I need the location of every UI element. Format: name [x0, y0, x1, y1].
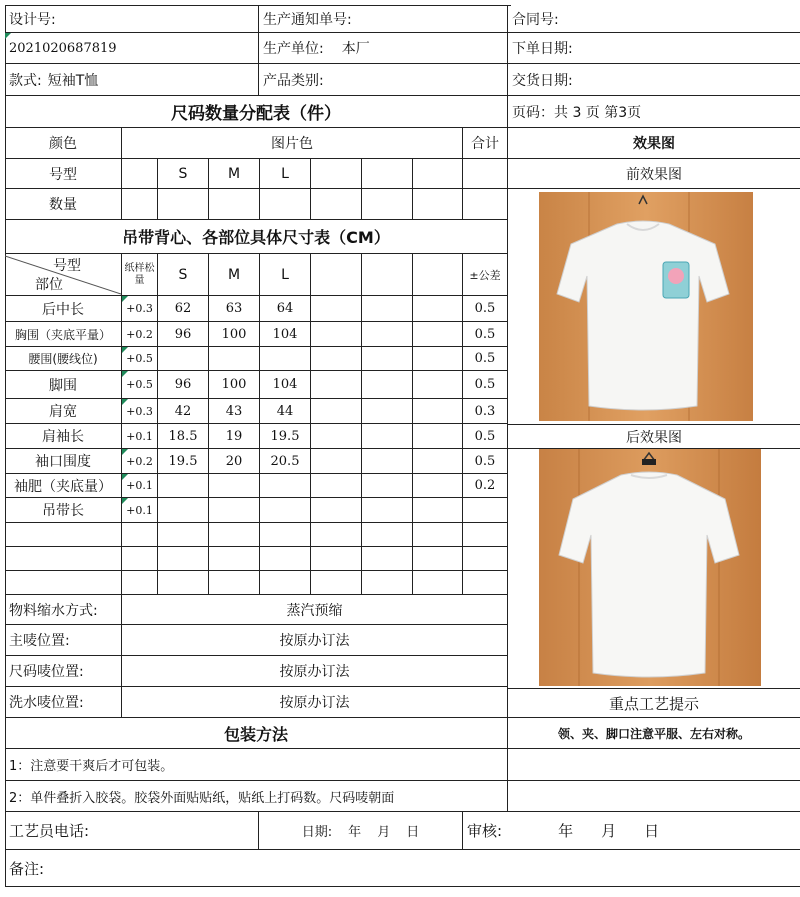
meas-row-m: 43 [209, 399, 260, 424]
meas-row-m: 100 [209, 322, 260, 347]
front-photo-cell [508, 189, 800, 425]
key-process-text: 领、夹、脚口注意平服、左右对称。 [508, 718, 800, 749]
technician-phone-label: 工艺员电话: [5, 812, 259, 850]
meas-size-empty [413, 254, 463, 296]
alloc-size-blank [122, 159, 158, 189]
meas-row-m [209, 347, 260, 371]
total-label: 合计 [463, 128, 508, 159]
meas-size-empty [362, 254, 413, 296]
color-value: 图片色 [122, 128, 463, 159]
meas-row-shrink: +0.2 [122, 322, 158, 347]
meas-row-s: 19.5 [158, 449, 209, 474]
meas-row-name: 袖口围度 [5, 449, 122, 474]
empty-cell [260, 571, 311, 595]
production-unit-label: 生产单位: [263, 41, 324, 57]
measurement-title: 吊带背心、各部位具体尺寸表（CM） [5, 220, 508, 254]
meas-row-empty [413, 449, 463, 474]
meas-row-l: 19.5 [260, 424, 311, 449]
alloc-size-total [463, 159, 508, 189]
size-label-pos-label: 尺码唛位置: [5, 656, 122, 687]
meas-row-name: 肩袖长 [5, 424, 122, 449]
empty-cell [158, 571, 209, 595]
meas-row-l [260, 474, 311, 498]
meas-row-m: 19 [209, 424, 260, 449]
review-month: 月 [601, 822, 617, 840]
qty-cell [122, 189, 158, 220]
size-label-pos-value: 按原办订法 [122, 656, 508, 687]
back-tshirt-image [539, 449, 761, 686]
effect-title: 效果图 [508, 128, 800, 159]
meas-size-empty [311, 254, 362, 296]
empty-cell [209, 547, 260, 571]
meas-row-name: 胸围（夹底平量） [5, 322, 122, 347]
style-label: 款式: [9, 72, 42, 89]
meas-size-m: M [209, 254, 260, 296]
meas-row-empty [362, 424, 413, 449]
meas-row-empty [362, 371, 413, 399]
review-day: 日 [644, 822, 660, 840]
design-no-label: 设计号: [5, 5, 259, 33]
qty-cell [311, 189, 362, 220]
packing-line-1: 1：注意要干爽后才可包装。 [5, 749, 508, 781]
meas-row-empty [362, 296, 413, 322]
meas-row-tol: 0.2 [463, 474, 508, 498]
packing-title: 包装方法 [5, 718, 508, 749]
date-day: 日 [406, 825, 420, 840]
qty-cell [209, 189, 260, 220]
meas-row-empty [413, 474, 463, 498]
empty-cell [122, 523, 158, 547]
back-photo-cell [508, 449, 800, 689]
qty-cell [260, 189, 311, 220]
shrink-method-label: 物料缩水方式: [5, 595, 122, 625]
empty-cell [260, 547, 311, 571]
empty-cell [122, 571, 158, 595]
meas-row-empty [311, 474, 362, 498]
review-label: 审核: [467, 822, 503, 840]
meas-row-empty [413, 371, 463, 399]
empty-cell [508, 781, 800, 812]
meas-row-s [158, 347, 209, 371]
meas-row-shrink: +0.2 [122, 449, 158, 474]
date-year: 年 [348, 825, 362, 840]
back-effect-title: 后效果图 [508, 425, 800, 449]
meas-row-l [260, 498, 311, 523]
style-value: 短袖T恤 [47, 72, 99, 89]
diag-bottom-label: 部位 [35, 277, 63, 293]
meas-row-l: 44 [260, 399, 311, 424]
meas-row-empty [311, 424, 362, 449]
meas-row-empty [311, 371, 362, 399]
contract-no-label: 合同号: [508, 5, 800, 33]
meas-row-m [209, 498, 260, 523]
meas-row-name: 腰围(腰线位) [5, 347, 122, 371]
meas-row-tol: 0.5 [463, 424, 508, 449]
empty-cell [209, 571, 260, 595]
date-month: 月 [377, 825, 391, 840]
color-label: 颜色 [5, 128, 122, 159]
packing-line-2: 2：单件叠折入胶袋。胶袋外面贴贴纸，贴纸上打码数。尺码唛朝面 [5, 781, 508, 812]
empty-cell [463, 547, 508, 571]
empty-cell [122, 547, 158, 571]
meas-row-shrink: +0.3 [122, 296, 158, 322]
empty-cell [463, 571, 508, 595]
review-year: 年 [558, 822, 574, 840]
meas-row-name: 后中长 [5, 296, 122, 322]
empty-cell [362, 547, 413, 571]
meas-row-tol [463, 498, 508, 523]
meas-row-shrink: +0.1 [122, 498, 158, 523]
empty-cell [260, 523, 311, 547]
qty-cell [413, 189, 463, 220]
alloc-size-empty [413, 159, 463, 189]
delivery-date-label: 交货日期: [508, 64, 800, 96]
page-info: 页码：共 3 页 第3页 [508, 96, 800, 128]
meas-row-shrink: +0.1 [122, 424, 158, 449]
qty-cell [362, 189, 413, 220]
wash-label-pos-label: 洗水唛位置: [5, 687, 122, 718]
meas-row-m [209, 474, 260, 498]
production-unit [259, 33, 508, 64]
meas-row-s [158, 474, 209, 498]
empty-cell [5, 547, 122, 571]
meas-row-s: 96 [158, 322, 209, 347]
meas-row-empty [413, 347, 463, 371]
meas-row-m: 20 [209, 449, 260, 474]
meas-row-empty [311, 449, 362, 474]
meas-row-tol: 0.3 [463, 399, 508, 424]
meas-row-empty [311, 296, 362, 322]
review-field [463, 812, 800, 850]
qty-total [463, 189, 508, 220]
meas-row-tol: 0.5 [463, 296, 508, 322]
remarks-label: 备注: [5, 850, 800, 887]
meas-row-l [260, 347, 311, 371]
quantity-label: 数量 [5, 189, 122, 220]
alloc-size-l: L [260, 159, 311, 189]
meas-row-tol: 0.5 [463, 347, 508, 371]
meas-row-empty [413, 399, 463, 424]
meas-row-empty [413, 322, 463, 347]
key-process-title: 重点工艺提示 [508, 689, 800, 718]
empty-cell [463, 523, 508, 547]
meas-row-empty [362, 347, 413, 371]
meas-row-l: 104 [260, 322, 311, 347]
meas-row-empty [311, 498, 362, 523]
empty-cell [158, 523, 209, 547]
meas-row-empty [413, 296, 463, 322]
front-effect-title: 前效果图 [508, 159, 800, 189]
meas-row-l: 20.5 [260, 449, 311, 474]
empty-cell [209, 523, 260, 547]
meas-row-empty [311, 322, 362, 347]
empty-cell [362, 523, 413, 547]
meas-row-name: 吊带长 [5, 498, 122, 523]
empty-cell [508, 749, 800, 781]
empty-cell [311, 571, 362, 595]
meas-row-m: 63 [209, 296, 260, 322]
alloc-size-empty [362, 159, 413, 189]
order-date-label: 下单日期: [508, 33, 800, 64]
date-label: 日期: [301, 825, 333, 840]
empty-cell [311, 523, 362, 547]
meas-row-tol: 0.5 [463, 322, 508, 347]
meas-row-s: 62 [158, 296, 209, 322]
main-label-pos-label: 主唛位置: [5, 625, 122, 656]
shrink-method-value: 蒸汽预缩 [122, 595, 508, 625]
empty-cell [311, 547, 362, 571]
empty-cell [413, 547, 463, 571]
meas-row-l: 64 [260, 296, 311, 322]
diag-top-label: 号型 [53, 258, 81, 274]
meas-size-l: L [260, 254, 311, 296]
empty-cell [5, 523, 122, 547]
meas-row-shrink: +0.5 [122, 371, 158, 399]
meas-row-tol: 0.5 [463, 449, 508, 474]
size-label: 号型 [5, 159, 122, 189]
empty-cell [413, 523, 463, 547]
meas-row-empty [362, 322, 413, 347]
meas-row-s: 42 [158, 399, 209, 424]
meas-row-shrink: +0.1 [122, 474, 158, 498]
allocation-title: 尺码数量分配表（件） [5, 96, 508, 128]
meas-row-empty [362, 498, 413, 523]
diagonal-header [5, 254, 122, 296]
date-field [259, 812, 463, 850]
wash-label-pos-value: 按原办订法 [122, 687, 508, 718]
shrink-header: 纸样松量 [122, 254, 158, 296]
meas-row-empty [362, 449, 413, 474]
main-label-pos-value: 按原办订法 [122, 625, 508, 656]
production-unit-value: 本厂 [341, 41, 370, 57]
tolerance-header: ±公差 [463, 254, 508, 296]
meas-row-empty [362, 399, 413, 424]
meas-row-m: 100 [209, 371, 260, 399]
meas-row-s: 96 [158, 371, 209, 399]
meas-row-s [158, 498, 209, 523]
empty-cell [158, 547, 209, 571]
meas-row-empty [311, 347, 362, 371]
style [5, 64, 259, 96]
meas-row-empty [413, 498, 463, 523]
alloc-size-m: M [209, 159, 260, 189]
front-tshirt-image [539, 192, 753, 421]
meas-row-l: 104 [260, 371, 311, 399]
empty-cell [362, 571, 413, 595]
meas-size-s: S [158, 254, 209, 296]
meas-row-tol: 0.5 [463, 371, 508, 399]
meas-row-name: 肩宽 [5, 399, 122, 424]
design-no-value: 2021020687819 [5, 33, 259, 64]
empty-cell [5, 571, 122, 595]
alloc-size-empty [311, 159, 362, 189]
meas-row-name: 脚围 [5, 371, 122, 399]
meas-row-empty [413, 424, 463, 449]
alloc-size-s: S [158, 159, 209, 189]
meas-row-shrink: +0.5 [122, 347, 158, 371]
meas-row-s: 18.5 [158, 424, 209, 449]
meas-row-empty [362, 474, 413, 498]
qty-cell [158, 189, 209, 220]
meas-row-empty [311, 399, 362, 424]
product-category-label: 产品类别: [259, 64, 508, 96]
meas-row-name: 袖肥（夹底量） [5, 474, 122, 498]
meas-row-shrink: +0.3 [122, 399, 158, 424]
empty-cell [413, 571, 463, 595]
production-notice-label: 生产通知单号: [259, 5, 508, 33]
